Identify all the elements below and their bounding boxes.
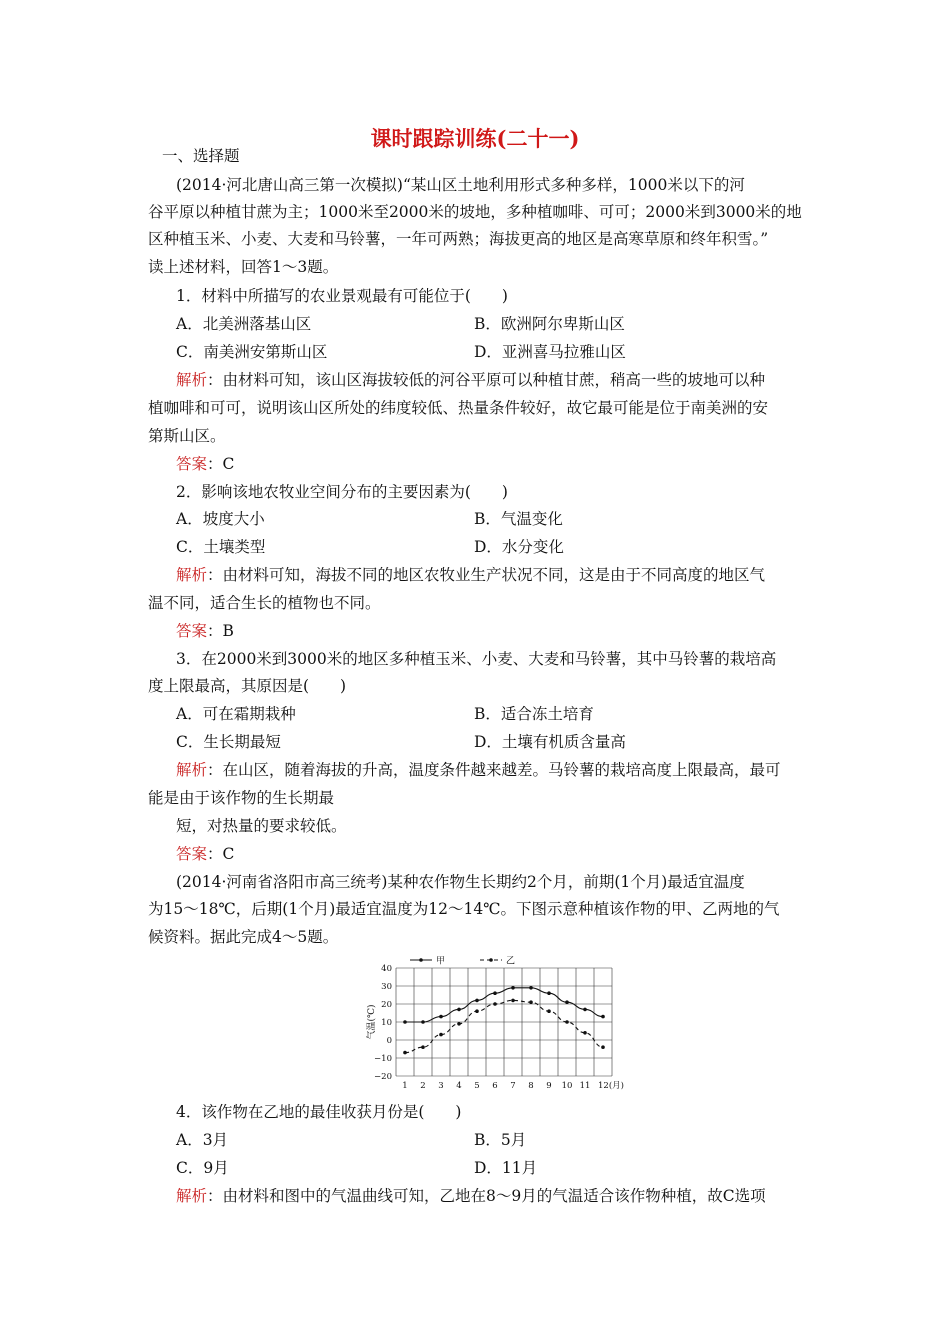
answer-label: 答案 (176, 455, 208, 473)
data-point (511, 986, 515, 990)
y-tick-label: 0 (386, 1036, 392, 1046)
q3-option-b: B．适合冻土培育 (474, 705, 594, 723)
legend-label: 乙 (506, 956, 516, 967)
y-tick-label: −20 (374, 1072, 392, 1082)
temperature-chart (360, 952, 630, 1094)
q4-option-d: D．11月 (474, 1159, 538, 1177)
q2-option-a: A．坡度大小 (176, 510, 265, 528)
answer-text: ：B (207, 622, 234, 640)
data-point (457, 1022, 461, 1026)
q3-answer (176, 843, 234, 865)
analysis-label: 解析 (176, 371, 208, 389)
q4-option-b: B．5月 (474, 1131, 527, 1149)
analysis-text: ：由材料和图中的气温曲线可知，乙地在8～9月的气温适合该作物种植，故C选项 (207, 1187, 766, 1205)
analysis-text: ：在山区，随着海拔的升高，温度条件越来越差。马铃薯的栽培高度上限最高，最可 (207, 761, 781, 779)
x-tick-label: 3 (438, 1081, 444, 1091)
q1-option-a: A．北美洲落基山区 (176, 315, 312, 333)
data-point (601, 1015, 605, 1019)
question-3-stem: 度上限最高，其原因是( ) (148, 677, 347, 695)
answer-label: 答案 (176, 622, 208, 640)
q1-analysis-line: 第斯山区。 (148, 427, 226, 445)
legend-marker (419, 958, 423, 962)
data-point (421, 1045, 425, 1049)
data-point (565, 1020, 569, 1024)
data-point (601, 1045, 605, 1049)
x-tick-label: 4 (456, 1081, 462, 1091)
question-1-stem: 1．材料中所描写的农业景观最有可能位于( ) (176, 287, 508, 305)
intro-paragraph-line: 读上述材料，回答1～3题。 (148, 258, 339, 276)
data-point (475, 999, 479, 1003)
section-heading: 一、选择题 (162, 147, 240, 165)
analysis-label: 解析 (176, 1187, 208, 1205)
x-tick-label: 11 (579, 1081, 591, 1091)
data-point (439, 1015, 443, 1019)
intro-paragraph-line: (2014·河北唐山高三第一次模拟)“某山区土地利用形式多种多样，1000米以下的河 (176, 176, 745, 194)
data-point (493, 991, 497, 995)
question-2-stem: 2．影响该地农牧业空间分布的主要因素为( ) (176, 483, 508, 501)
q1-option-d: D．亚洲喜马拉雅山区 (474, 343, 626, 361)
x-tick-label: 7 (510, 1081, 516, 1091)
intro-paragraph-line: (2014·河南省洛阳市高三统考)某种农作物生长期约2个月，前期(1个月)最适宜温度 (176, 873, 745, 891)
answer-text: ：C (207, 845, 235, 863)
answer-label: 答案 (176, 845, 208, 863)
question-3-stem: 3．在2000米到3000米的地区多种植玉米、小麦、大麦和马铃薯，其中马铃薯的栽培高 (176, 650, 777, 668)
data-point (475, 1009, 479, 1013)
q2-option-c: C．土壤类型 (176, 538, 266, 556)
q3-option-d: D．土壤有机质含量高 (474, 733, 626, 751)
q3-analysis-line: 能是由于该作物的生长期最 (148, 789, 335, 807)
x-tick-label: 1 (402, 1081, 408, 1091)
x-tick-label: 8 (528, 1081, 534, 1091)
q2-analysis-line: 温不同，适合生长的植物也不同。 (148, 594, 381, 612)
data-point (439, 1033, 443, 1037)
data-point (403, 1051, 407, 1055)
q4-analysis-line (176, 1185, 766, 1207)
y-tick-label: −10 (374, 1054, 392, 1064)
x-tick-label: 5 (474, 1081, 480, 1091)
y-tick-label: 10 (381, 1018, 392, 1028)
data-point (421, 1020, 425, 1024)
data-point (583, 1031, 587, 1035)
data-point (457, 1008, 461, 1012)
q4-option-a: A．3月 (176, 1131, 229, 1149)
data-point (547, 1009, 551, 1013)
q4-option-c: C．9月 (176, 1159, 229, 1177)
q1-analysis-line (176, 369, 765, 391)
x-tick-label: 2 (420, 1081, 426, 1091)
q3-option-a: A．可在霜期栽种 (176, 705, 296, 723)
analysis-label: 解析 (176, 566, 208, 584)
x-tick-label: 10 (561, 1081, 573, 1091)
data-point (529, 986, 533, 990)
q1-answer (176, 453, 234, 475)
intro-paragraph-line: 谷平原以种植甘蔗为主；1000米至2000米的坡地，多种植咖啡、可可；2000米到3000米的地 (148, 203, 802, 221)
intro-paragraph-line: 候资料。据此完成4～5题。 (148, 928, 339, 946)
data-point (565, 1000, 569, 1004)
analysis-label: 解析 (176, 761, 208, 779)
intro-paragraph-line: 区种植玉米、小麦、大麦和马铃薯，一年可两熟；海拔更高的地区是高寒草原和终年积雪。” (148, 230, 769, 248)
q3-analysis-line (176, 759, 781, 781)
analysis-text: ：由材料可知，海拔不同的地区农牧业生产状况不同，这是由于不同高度的地区气 (207, 566, 766, 584)
y-tick-label: 20 (381, 1000, 392, 1010)
q1-option-b: B．欧洲阿尔卑斯山区 (474, 315, 625, 333)
q3-option-c: C．生长期最短 (176, 733, 281, 751)
temperature-chart-svg (360, 952, 630, 1094)
x-tick-label: 9 (546, 1081, 552, 1091)
question-4-stem: 4．该作物在乙地的最佳收获月份是( ) (176, 1103, 462, 1121)
legend-label: 甲 (436, 956, 446, 967)
answer-text: ：C (207, 455, 235, 473)
x-tick-label: 6 (492, 1081, 498, 1091)
data-point (529, 1000, 533, 1004)
q1-analysis-line: 植咖啡和可可，说明该山区所处的纬度较低、热量条件较好，故它最可能是位于南美洲的安 (148, 399, 769, 417)
q3-analysis-line: 短，对热量的要求较低。 (176, 817, 347, 835)
data-point (547, 991, 551, 995)
data-point (511, 999, 515, 1003)
q2-answer (176, 620, 234, 642)
q2-option-d: D．水分变化 (474, 538, 564, 556)
y-axis-label: 气温(℃) (367, 1004, 377, 1040)
analysis-text: ：由材料可知，该山区海拔较低的河谷平原可以种植甘蔗，稍高一些的坡地可以种 (207, 371, 766, 389)
q1-option-c: C．南美洲安第斯山区 (176, 343, 328, 361)
y-tick-label: 40 (381, 964, 392, 974)
data-point (493, 1002, 497, 1006)
data-point (403, 1020, 407, 1024)
data-point (583, 1008, 587, 1012)
y-tick-label: 30 (381, 982, 392, 992)
intro-paragraph-line: 为15～18℃，后期(1个月)最适宜温度为12～14℃。下图示意种植该作物的甲、乙两地的气 (148, 900, 780, 918)
legend-marker (489, 958, 493, 962)
q2-option-b: B．气温变化 (474, 510, 563, 528)
x-tick-label: 12(月) (598, 1081, 624, 1091)
q2-analysis-line (176, 564, 765, 586)
page-title: 课时跟踪训练(二十一) (370, 126, 580, 151)
